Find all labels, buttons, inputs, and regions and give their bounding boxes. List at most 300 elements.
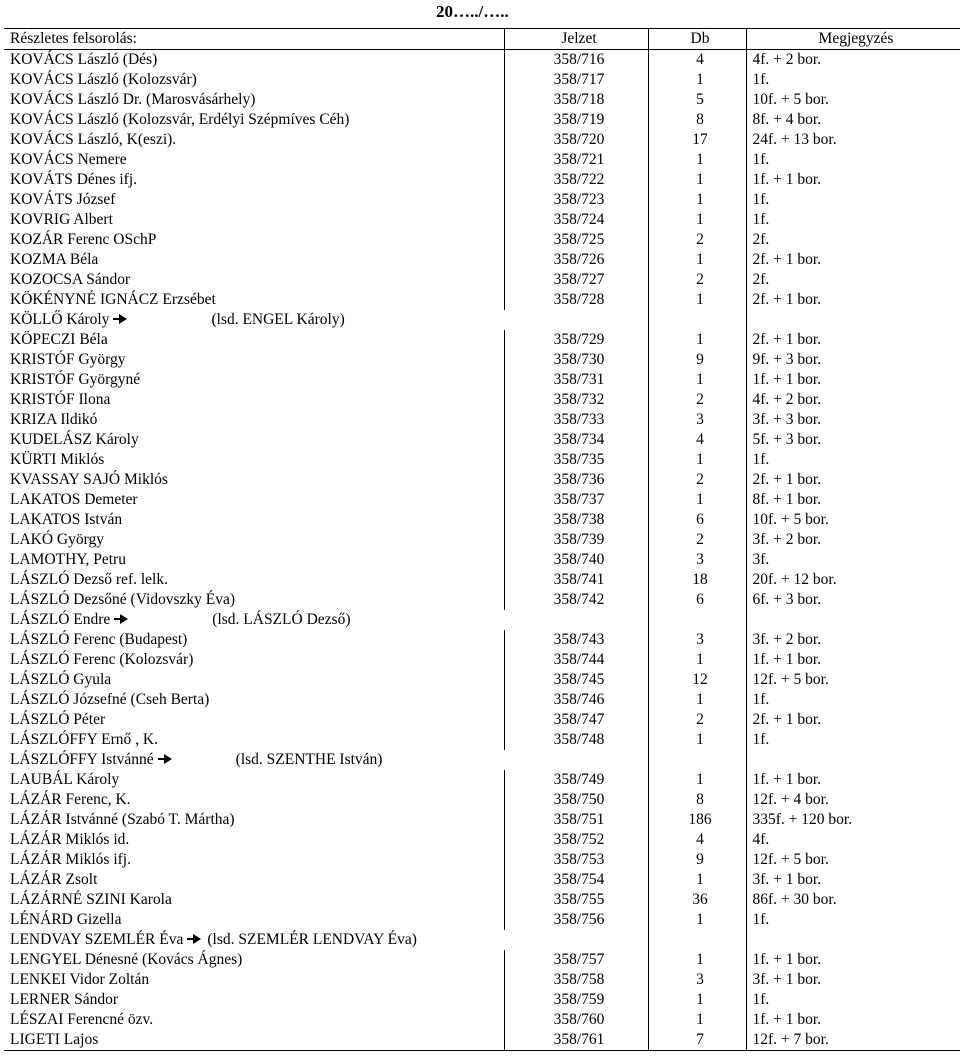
- db-cell: [648, 750, 746, 770]
- db-cell: 1: [648, 870, 746, 890]
- name-cell: [4, 870, 504, 890]
- shelfmark-cell: 358/749: [504, 770, 648, 790]
- entry-name: LÁZÁRNÉ SZINI Karola: [10, 891, 172, 908]
- entry-name: LÁSZLÓ Ferenc (Kolozsvár): [10, 651, 194, 668]
- shelfmark-cell: 358/728: [504, 290, 648, 310]
- shelfmark-cell: 358/735: [504, 450, 648, 470]
- shelfmark-cell: 358/726: [504, 250, 648, 270]
- name-cell: [4, 630, 504, 650]
- cross-reference: (lsd. ENGEL Károly): [211, 311, 345, 328]
- db-cell: 1: [648, 690, 746, 710]
- shelfmark-cell: 358/753: [504, 850, 648, 870]
- db-cell: 17: [648, 130, 746, 150]
- note-cell: 1f. + 1 bor.: [746, 650, 960, 670]
- table-row: [4, 370, 960, 390]
- column-header-jelzet: Jelzet: [504, 29, 648, 50]
- db-cell: 4: [648, 50, 746, 71]
- db-cell: 9: [648, 350, 746, 370]
- entry-name: LÁZÁR Ferenc, K.: [10, 791, 131, 808]
- shelfmark-cell: 358/727: [504, 270, 648, 290]
- name-cell: [4, 230, 504, 250]
- table-row: [4, 190, 960, 210]
- table-row: [4, 1010, 960, 1030]
- db-cell: 4: [648, 430, 746, 450]
- note-cell: 1f.: [746, 70, 960, 90]
- note-cell: 12f. + 7 bor.: [746, 1030, 960, 1051]
- note-cell: 12f. + 5 bor.: [746, 670, 960, 690]
- shelfmark-cell: 358/747: [504, 710, 648, 730]
- note-cell: 1f.: [746, 450, 960, 470]
- entry-name: LÁSZLÓFFY Istvánné: [10, 751, 154, 768]
- db-cell: 12: [648, 670, 746, 690]
- arrow-right-icon: [187, 933, 201, 945]
- name-cell: [4, 70, 504, 90]
- name-cell: [4, 430, 504, 450]
- db-cell: 1: [648, 170, 746, 190]
- db-cell: 1: [648, 490, 746, 510]
- db-cell: 1: [648, 290, 746, 310]
- entry-name: LERNER Sándor: [10, 991, 119, 1008]
- table-row: [4, 910, 960, 930]
- note-cell: 4f. + 2 bor.: [746, 50, 960, 71]
- db-cell: 1: [648, 70, 746, 90]
- db-cell: 9: [648, 850, 746, 870]
- shelfmark-cell: 358/716: [504, 50, 648, 71]
- shelfmark-cell: 358/759: [504, 990, 648, 1010]
- note-cell: 1f. + 1 bor.: [746, 1010, 960, 1030]
- note-cell: 1f.: [746, 190, 960, 210]
- table-row: [4, 990, 960, 1010]
- db-cell: 4: [648, 830, 746, 850]
- db-cell: 1: [648, 950, 746, 970]
- name-cell: [4, 970, 504, 990]
- note-cell: 20f. + 12 bor.: [746, 570, 960, 590]
- note-cell: 3f. + 2 bor.: [746, 530, 960, 550]
- db-cell: 6: [648, 510, 746, 530]
- name-cell: [4, 850, 504, 870]
- entry-name: KRISTÓF Ilona: [10, 391, 111, 408]
- table-row: [4, 450, 960, 470]
- note-cell: 1f.: [746, 910, 960, 930]
- note-cell: 10f. + 5 bor.: [746, 90, 960, 110]
- entry-name: LÁSZLÓ Endre: [10, 611, 111, 628]
- note-cell: 12f. + 4 bor.: [746, 790, 960, 810]
- shelfmark-cell: 358/743: [504, 630, 648, 650]
- shelfmark-cell: 358/757: [504, 950, 648, 970]
- note-cell: 3f. + 3 bor.: [746, 410, 960, 430]
- name-cell: [4, 690, 504, 710]
- table-row: [4, 670, 960, 690]
- name-cell: [4, 450, 504, 470]
- cross-reference: (lsd. SZEMLÉR LENDVAY Éva): [207, 931, 417, 948]
- shelfmark-cell: 358/745: [504, 670, 648, 690]
- table-row: [4, 350, 960, 370]
- table-body: [4, 50, 960, 1051]
- shelfmark-cell: 358/741: [504, 570, 648, 590]
- name-cell: [4, 170, 504, 190]
- table-row: [4, 690, 960, 710]
- note-cell: 2f. + 1 bor.: [746, 710, 960, 730]
- name-cell: [4, 890, 504, 910]
- table-row: [4, 470, 960, 490]
- note-cell: [746, 930, 960, 950]
- entry-name: LÁSZLÓ Ferenc (Budapest): [10, 631, 188, 648]
- table-row: [4, 750, 960, 770]
- shelfmark-cell: 358/752: [504, 830, 648, 850]
- entry-name: LÉNÁRD Gizella: [10, 911, 122, 928]
- entry-name: LÁSZLÓFFY Ernő , K.: [10, 731, 158, 748]
- note-cell: 4f. + 2 bor.: [746, 390, 960, 410]
- name-cell: [4, 290, 504, 310]
- name-cell: [4, 370, 504, 390]
- entry-name: LENKEI Vidor Zoltán: [10, 971, 150, 988]
- shelfmark-cell: 358/740: [504, 550, 648, 570]
- db-cell: 1: [648, 770, 746, 790]
- shelfmark-cell: 358/739: [504, 530, 648, 550]
- entry-name: KÖPECZI Béla: [10, 331, 108, 348]
- table-row: [4, 50, 960, 71]
- note-cell: 1f. + 1 bor.: [746, 170, 960, 190]
- shelfmark-cell: 358/761: [504, 1030, 648, 1051]
- entry-name: KÖKÉNYNÉ IGNÁCZ Erzsébet: [10, 291, 216, 308]
- table-row: [4, 790, 960, 810]
- note-cell: 8f. + 4 bor.: [746, 110, 960, 130]
- table-row: [4, 930, 960, 950]
- name-cell: [4, 990, 504, 1010]
- shelfmark-cell: 358/718: [504, 90, 648, 110]
- db-cell: 2: [648, 470, 746, 490]
- name-cell: [4, 510, 504, 530]
- entry-name: KOZÁR Ferenc OSchP: [10, 231, 157, 248]
- shelfmark-cell: 358/755: [504, 890, 648, 910]
- note-cell: 2f.: [746, 230, 960, 250]
- table-row: [4, 590, 960, 610]
- name-cell: [4, 90, 504, 110]
- name-cell: [4, 730, 504, 750]
- shelfmark-cell: 358/736: [504, 470, 648, 490]
- shelfmark-cell: 358/738: [504, 510, 648, 530]
- table-row: [4, 270, 960, 290]
- db-cell: 1: [648, 1010, 746, 1030]
- db-cell: 1: [648, 190, 746, 210]
- table-row: [4, 710, 960, 730]
- table-row: [4, 610, 960, 630]
- shelfmark-cell: 358/734: [504, 430, 648, 450]
- name-cell: [4, 770, 504, 790]
- shelfmark-cell: 358/744: [504, 650, 648, 670]
- note-cell: 86f. + 30 bor.: [746, 890, 960, 910]
- shelfmark-cell: 358/731: [504, 370, 648, 390]
- shelfmark-cell: 358/719: [504, 110, 648, 130]
- shelfmark-cell: 358/746: [504, 690, 648, 710]
- name-cell: [4, 750, 648, 770]
- name-cell: [4, 1010, 504, 1030]
- entry-name: KOVÁCS László (Kolozsvár, Erdélyi Szépmíves Céh): [10, 111, 350, 128]
- name-cell: [4, 390, 504, 410]
- entry-name: LAKATOS Demeter: [10, 491, 138, 508]
- table-row: [4, 430, 960, 450]
- db-cell: 3: [648, 630, 746, 650]
- table-row: [4, 950, 960, 970]
- table-row: [4, 230, 960, 250]
- name-cell: [4, 550, 504, 570]
- note-cell: [746, 750, 960, 770]
- table-row: [4, 890, 960, 910]
- arrow-right-icon: [113, 313, 127, 325]
- entry-name: KRISTÓF György: [10, 351, 126, 368]
- entry-name: LIGETI Lajos: [10, 1031, 99, 1048]
- note-cell: 1f.: [746, 690, 960, 710]
- db-cell: [648, 930, 746, 950]
- name-cell: [4, 590, 504, 610]
- entry-name: LÁZÁR Miklós ifj.: [10, 851, 131, 868]
- table-row: [4, 530, 960, 550]
- db-cell: 1: [648, 650, 746, 670]
- note-cell: 1f. + 1 bor.: [746, 370, 960, 390]
- shelfmark-cell: 358/730: [504, 350, 648, 370]
- note-cell: 10f. + 5 bor.: [746, 510, 960, 530]
- shelfmark-cell: 358/724: [504, 210, 648, 230]
- note-cell: 1f. + 1 bor.: [746, 950, 960, 970]
- entry-name: KUDELÁSZ Károly: [10, 431, 139, 448]
- arrow-right-icon: [114, 613, 128, 625]
- name-cell: [4, 210, 504, 230]
- db-cell: 3: [648, 970, 746, 990]
- table-row: [4, 250, 960, 270]
- shelfmark-cell: 358/754: [504, 870, 648, 890]
- shelfmark-cell: 358/722: [504, 170, 648, 190]
- db-cell: [648, 310, 746, 330]
- note-cell: 3f. + 2 bor.: [746, 630, 960, 650]
- note-cell: 3f. + 1 bor.: [746, 970, 960, 990]
- name-cell: [4, 190, 504, 210]
- db-cell: 8: [648, 790, 746, 810]
- db-cell: 186: [648, 810, 746, 830]
- shelfmark-cell: 358/748: [504, 730, 648, 750]
- table-row: [4, 210, 960, 230]
- entry-name: LENDVAY SZEMLÉR Éva: [10, 931, 184, 948]
- shelfmark-cell: 358/760: [504, 1010, 648, 1030]
- db-cell: 2: [648, 530, 746, 550]
- shelfmark-cell: 358/742: [504, 590, 648, 610]
- cross-reference: (lsd. LÁSZLÓ Dezső): [212, 611, 351, 628]
- entry-name: KOVÁCS László Dr. (Marosvásárhely): [10, 91, 256, 108]
- db-cell: [648, 610, 746, 630]
- table-row: [4, 970, 960, 990]
- entry-name: KOVRIG Albert: [10, 211, 113, 228]
- name-cell: [4, 410, 504, 430]
- note-cell: 3f. + 1 bor.: [746, 870, 960, 890]
- note-cell: 9f. + 3 bor.: [746, 350, 960, 370]
- table-row: [4, 390, 960, 410]
- table-row: [4, 330, 960, 350]
- name-cell: [4, 1030, 504, 1051]
- name-cell: [4, 470, 504, 490]
- note-cell: 1f.: [746, 210, 960, 230]
- name-cell: [4, 830, 504, 850]
- name-cell: [4, 810, 504, 830]
- db-cell: 3: [648, 410, 746, 430]
- table-row: [4, 870, 960, 890]
- db-cell: 1: [648, 730, 746, 750]
- table-row: [4, 830, 960, 850]
- db-cell: 1: [648, 910, 746, 930]
- name-cell: [4, 50, 504, 71]
- table-row: [4, 410, 960, 430]
- name-cell: [4, 330, 504, 350]
- note-cell: 4f.: [746, 830, 960, 850]
- table-header-row: [4, 29, 960, 50]
- table-row: [4, 730, 960, 750]
- note-cell: 2f. + 1 bor.: [746, 290, 960, 310]
- name-cell: [4, 270, 504, 290]
- table-row: [4, 110, 960, 130]
- table-row: [4, 1030, 960, 1051]
- table-row: [4, 70, 960, 90]
- entry-name: KRISTÓF Györgyné: [10, 371, 141, 388]
- note-cell: 12f. + 5 bor.: [746, 850, 960, 870]
- name-cell: [4, 310, 648, 330]
- entry-name: KRIZA Ildikó: [10, 411, 98, 428]
- name-cell: [4, 570, 504, 590]
- table-row: [4, 770, 960, 790]
- note-cell: 24f. + 13 bor.: [746, 130, 960, 150]
- table-row: [4, 170, 960, 190]
- entry-name: LÁSZLÓ Dezső ref. lelk.: [10, 571, 168, 588]
- note-cell: [746, 610, 960, 630]
- inventory-table: [4, 28, 960, 1051]
- table-row: [4, 490, 960, 510]
- table-row: [4, 570, 960, 590]
- name-cell: [4, 350, 504, 370]
- arrow-right-icon: [158, 753, 172, 765]
- shelfmark-cell: 358/750: [504, 790, 648, 810]
- name-cell: [4, 530, 504, 550]
- name-cell: [4, 150, 504, 170]
- shelfmark-cell: 358/751: [504, 810, 648, 830]
- shelfmark-cell: 358/720: [504, 130, 648, 150]
- db-cell: 1: [648, 330, 746, 350]
- shelfmark-cell: 358/723: [504, 190, 648, 210]
- entry-name: KVASSAY SAJÓ Miklós: [10, 471, 168, 488]
- shelfmark-cell: 358/733: [504, 410, 648, 430]
- entry-name: KOVÁCS László (Dés): [10, 51, 158, 68]
- entry-name: LAKÓ György: [10, 531, 104, 548]
- db-cell: 18: [648, 570, 746, 590]
- entry-name: LAKATOS István: [10, 511, 123, 528]
- name-cell: [4, 250, 504, 270]
- db-cell: 1: [648, 370, 746, 390]
- db-cell: 2: [648, 390, 746, 410]
- name-cell: [4, 650, 504, 670]
- entry-name: KOVÁTS József: [10, 191, 116, 208]
- date-field: 20…../…..: [436, 2, 509, 21]
- table-row: [4, 150, 960, 170]
- entry-name: KOZMA Béla: [10, 251, 99, 268]
- db-cell: 1: [648, 450, 746, 470]
- shelfmark-cell: 358/717: [504, 70, 648, 90]
- note-cell: 1f.: [746, 730, 960, 750]
- shelfmark-cell: 358/725: [504, 230, 648, 250]
- entry-name: LAUBÁL Károly: [10, 771, 120, 788]
- note-cell: 2f. + 1 bor.: [746, 330, 960, 350]
- db-cell: 1: [648, 250, 746, 270]
- entry-name: KÖLLŐ Károly: [10, 311, 110, 328]
- entry-name: KOVÁCS László (Kolozsvár): [10, 71, 197, 88]
- name-cell: [4, 930, 648, 950]
- name-cell: [4, 710, 504, 730]
- entry-name: KOVÁTS Dénes ifj.: [10, 171, 137, 188]
- db-cell: 8: [648, 110, 746, 130]
- note-cell: 6f. + 3 bor.: [746, 590, 960, 610]
- note-cell: 2f.: [746, 270, 960, 290]
- entry-name: LENGYEL Dénesné (Kovács Ágnes): [10, 951, 243, 968]
- db-cell: 2: [648, 270, 746, 290]
- shelfmark-cell: 358/721: [504, 150, 648, 170]
- db-cell: 2: [648, 710, 746, 730]
- db-cell: 1: [648, 210, 746, 230]
- table-row: [4, 810, 960, 830]
- shelfmark-cell: 358/729: [504, 330, 648, 350]
- db-cell: 2: [648, 230, 746, 250]
- table-row: [4, 90, 960, 110]
- entry-name: LAMOTHY, Petru: [10, 551, 126, 568]
- note-cell: [746, 310, 960, 330]
- db-cell: 6: [648, 590, 746, 610]
- entry-name: KOZOCSA Sándor: [10, 271, 131, 288]
- name-cell: [4, 670, 504, 690]
- shelfmark-cell: 358/737: [504, 490, 648, 510]
- note-cell: 5f. + 3 bor.: [746, 430, 960, 450]
- name-cell: [4, 110, 504, 130]
- table-row: [4, 650, 960, 670]
- note-cell: 1f. + 1 bor.: [746, 770, 960, 790]
- db-cell: 5: [648, 90, 746, 110]
- note-cell: 1f.: [746, 150, 960, 170]
- name-cell: [4, 790, 504, 810]
- entry-name: LÁSZLÓ Józsefné (Cseh Berta): [10, 691, 210, 708]
- shelfmark-cell: 358/758: [504, 970, 648, 990]
- entry-name: KOVÁCS Nemere: [10, 151, 127, 168]
- table-row: [4, 290, 960, 310]
- name-cell: [4, 950, 504, 970]
- note-cell: 2f. + 1 bor.: [746, 470, 960, 490]
- column-header-db: Db: [648, 29, 746, 50]
- note-cell: 3f.: [746, 550, 960, 570]
- shelfmark-cell: 358/756: [504, 910, 648, 930]
- name-cell: [4, 910, 504, 930]
- name-cell: [4, 490, 504, 510]
- entry-name: LÁZÁR Miklós id.: [10, 831, 130, 848]
- entry-name: LÉSZAI Ferencné özv.: [10, 1011, 154, 1028]
- entry-name: LÁSZLÓ Gyula: [10, 671, 112, 688]
- column-header-name: Részletes felsorolás:: [4, 29, 504, 50]
- entry-name: LÁSZLÓ Dezsőné (Vidovszky Éva): [10, 591, 236, 608]
- db-cell: 7: [648, 1030, 746, 1051]
- entry-name: LÁSZLÓ Péter: [10, 711, 106, 728]
- column-header-megjegyzes: Megjegyzés: [746, 29, 960, 50]
- table-row: [4, 130, 960, 150]
- entry-name: LÁZÁR Istvánné (Szabó T. Mártha): [10, 811, 235, 828]
- name-cell: [4, 130, 504, 150]
- table-row: [4, 850, 960, 870]
- table-row: [4, 550, 960, 570]
- entry-name: KÜRTI Miklós: [10, 451, 105, 468]
- note-cell: 1f.: [746, 990, 960, 1010]
- db-cell: 1: [648, 150, 746, 170]
- note-cell: 2f. + 1 bor.: [746, 250, 960, 270]
- db-cell: 3: [648, 550, 746, 570]
